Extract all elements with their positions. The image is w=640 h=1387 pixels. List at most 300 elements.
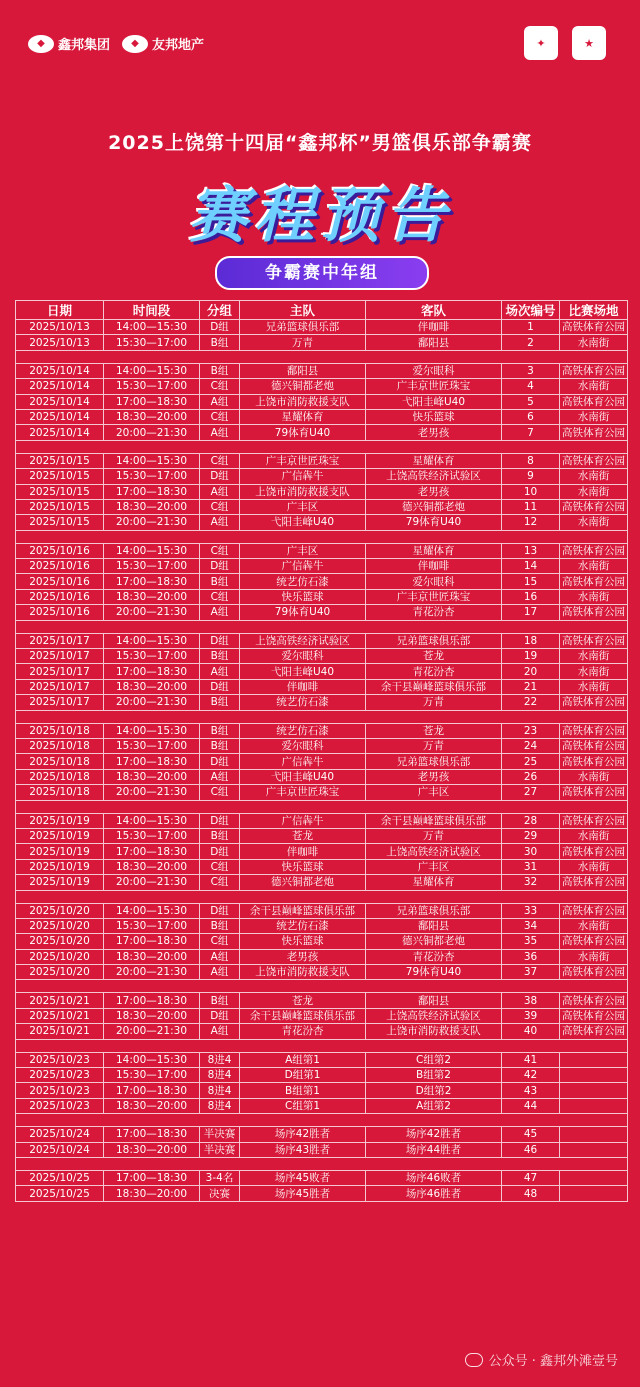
- table-cell: [560, 1098, 628, 1113]
- table-cell: 弋阳圭峰U40: [240, 769, 366, 784]
- table-cell: 18:30—20:00: [104, 1098, 200, 1113]
- table-cell: 20: [502, 664, 560, 679]
- table-cell: A组: [200, 664, 240, 679]
- table-cell: 14: [502, 559, 560, 574]
- table-row: [16, 574, 628, 589]
- table-cell: 17:00—18:30: [104, 394, 200, 409]
- table-cell: 水南街: [560, 918, 628, 933]
- table-cell: D组: [200, 1008, 240, 1023]
- youbang-name: 友邦地产: [152, 38, 205, 53]
- table-cell: 2025/10/19: [16, 813, 104, 828]
- table-cell: D组第1: [240, 1068, 366, 1083]
- table-cell: 2025/10/23: [16, 1083, 104, 1098]
- table-row: [16, 1170, 628, 1185]
- separator-cell: [16, 1157, 628, 1170]
- table-cell: 17: [502, 605, 560, 620]
- date-separator-row: [16, 890, 628, 903]
- table-cell: 2025/10/20: [16, 934, 104, 949]
- table-cell: B组: [200, 828, 240, 843]
- table-cell: 广信犇牛: [240, 559, 366, 574]
- table-cell: 17:00—18:30: [104, 934, 200, 949]
- table-cell: B组: [200, 918, 240, 933]
- table-cell: 快乐篮球: [240, 589, 366, 604]
- table-cell: 2025/10/16: [16, 605, 104, 620]
- table-row: [16, 425, 628, 440]
- table-cell: D组: [200, 754, 240, 769]
- table-cell: 快乐篮球: [366, 409, 502, 424]
- table-cell: 高铁体育公园: [560, 813, 628, 828]
- table-cell: 15:30—17:00: [104, 918, 200, 933]
- table-cell: 高铁体育公园: [560, 695, 628, 710]
- table-cell: 15: [502, 574, 560, 589]
- date-separator-row: [16, 440, 628, 453]
- table-cell: 18:30—20:00: [104, 1142, 200, 1157]
- table-cell: 18:30—20:00: [104, 499, 200, 514]
- table-row: [16, 559, 628, 574]
- table-cell: 高铁体育公园: [560, 394, 628, 409]
- table-cell: 33: [502, 903, 560, 918]
- table-cell: 弋阳圭峰U40: [366, 394, 502, 409]
- table-cell: 2025/10/17: [16, 664, 104, 679]
- table-cell: 统艺仿石漆: [240, 574, 366, 589]
- table-row: [16, 903, 628, 918]
- table-cell: 2025/10/17: [16, 649, 104, 664]
- table-cell: 2025/10/14: [16, 394, 104, 409]
- table-cell: 10: [502, 484, 560, 499]
- table-cell: [560, 1052, 628, 1067]
- table-cell: 余干县巅峰篮球俱乐部: [366, 679, 502, 694]
- table-cell: 17:00—18:30: [104, 574, 200, 589]
- table-row: [16, 1127, 628, 1142]
- table-cell: 伴咖啡: [366, 320, 502, 335]
- table-cell: 青花汾杏: [366, 949, 502, 964]
- column-header: 分组: [200, 301, 240, 320]
- table-cell: 2025/10/14: [16, 363, 104, 378]
- table-cell: A组: [200, 515, 240, 530]
- table-cell: 场序45胜者: [240, 1186, 366, 1201]
- table-cell: 青花汾杏: [366, 664, 502, 679]
- column-header: 日期: [16, 301, 104, 320]
- table-cell: 2025/10/15: [16, 484, 104, 499]
- table-cell: 28: [502, 813, 560, 828]
- schedule-table: [15, 300, 628, 1202]
- table-cell: A组: [200, 484, 240, 499]
- table-cell: 23: [502, 723, 560, 738]
- table-cell: 15:30—17:00: [104, 559, 200, 574]
- table-cell: 弋阳圭峰U40: [240, 515, 366, 530]
- table-cell: 12: [502, 515, 560, 530]
- youbang-realestate-logo: [122, 34, 204, 53]
- table-cell: 广丰区: [240, 543, 366, 558]
- table-cell: B组: [200, 649, 240, 664]
- table-cell: 鄱阳县: [366, 335, 502, 350]
- table-cell: 快乐篮球: [240, 934, 366, 949]
- table-cell: 18:30—20:00: [104, 1186, 200, 1201]
- table-cell: 14:00—15:30: [104, 543, 200, 558]
- table-cell: 22: [502, 695, 560, 710]
- table-cell: 快乐篮球: [240, 859, 366, 874]
- table-cell: 高铁体育公园: [560, 363, 628, 378]
- table-cell: 2025/10/19: [16, 828, 104, 843]
- table-cell: 2025/10/16: [16, 574, 104, 589]
- table-cell: 水南街: [560, 664, 628, 679]
- table-cell: C组第1: [240, 1098, 366, 1113]
- table-row: [16, 379, 628, 394]
- table-cell: 15:30—17:00: [104, 1068, 200, 1083]
- table-cell: 德兴铜都老炮: [240, 379, 366, 394]
- table-row: [16, 320, 628, 335]
- table-row: [16, 1142, 628, 1157]
- table-cell: 30: [502, 844, 560, 859]
- separator-cell: [16, 1114, 628, 1127]
- table-cell: A组: [200, 949, 240, 964]
- table-cell: 18:30—20:00: [104, 1008, 200, 1023]
- table-cell: 79体育U40: [366, 515, 502, 530]
- table-cell: 35: [502, 934, 560, 949]
- table-row: [16, 363, 628, 378]
- footer-text: 公众号 · 鑫邦外滩壹号: [488, 1354, 618, 1369]
- footer: [465, 1350, 618, 1369]
- column-header: 客队: [366, 301, 502, 320]
- table-cell: 广丰区: [366, 785, 502, 800]
- table-cell: A组: [200, 605, 240, 620]
- table-cell: 16: [502, 589, 560, 604]
- table-cell: 高铁体育公园: [560, 605, 628, 620]
- table-cell: 上饶高铁经济试验区: [240, 633, 366, 648]
- table-cell: 19: [502, 649, 560, 664]
- table-cell: C组: [200, 589, 240, 604]
- table-cell: 老男孩: [366, 425, 502, 440]
- table-cell: 高铁体育公园: [560, 723, 628, 738]
- table-cell: 18:30—20:00: [104, 679, 200, 694]
- table-cell: 15:30—17:00: [104, 828, 200, 843]
- table-cell: 统艺仿石漆: [240, 723, 366, 738]
- table-cell: 鄱阳县: [366, 918, 502, 933]
- table-row: [16, 875, 628, 890]
- separator-cell: [16, 710, 628, 723]
- table-cell: A组: [200, 769, 240, 784]
- table-cell: B组: [200, 993, 240, 1008]
- table-cell: 36: [502, 949, 560, 964]
- table-cell: D组: [200, 903, 240, 918]
- table-cell: 高铁体育公园: [560, 1008, 628, 1023]
- table-cell: 40: [502, 1024, 560, 1039]
- table-cell: 21: [502, 679, 560, 694]
- table-cell: 2025/10/19: [16, 859, 104, 874]
- table-row: [16, 649, 628, 664]
- table-cell: 老男孩: [366, 769, 502, 784]
- table-cell: A组第2: [366, 1098, 502, 1113]
- date-separator-row: [16, 980, 628, 993]
- table-cell: 2025/10/15: [16, 453, 104, 468]
- table-cell: 场序42胜者: [240, 1127, 366, 1142]
- table-cell: 5: [502, 394, 560, 409]
- table-cell: 17:00—18:30: [104, 1083, 200, 1098]
- table-cell: 伴咖啡: [240, 679, 366, 694]
- table-cell: 2025/10/25: [16, 1186, 104, 1201]
- separator-cell: [16, 980, 628, 993]
- table-cell: 2025/10/20: [16, 949, 104, 964]
- table-cell: [560, 1186, 628, 1201]
- table-cell: 8: [502, 453, 560, 468]
- table-cell: 14:00—15:30: [104, 453, 200, 468]
- table-cell: 2025/10/18: [16, 754, 104, 769]
- table-cell: 45: [502, 1127, 560, 1142]
- table-cell: 8进4: [200, 1098, 240, 1113]
- table-cell: 13: [502, 543, 560, 558]
- table-cell: 20:00—21:30: [104, 1024, 200, 1039]
- table-cell: [560, 1142, 628, 1157]
- table-cell: 2025/10/18: [16, 769, 104, 784]
- table-cell: 37: [502, 965, 560, 980]
- table-cell: 31: [502, 859, 560, 874]
- table-cell: 2025/10/14: [16, 425, 104, 440]
- separator-cell: [16, 620, 628, 633]
- table-cell: 高铁体育公园: [560, 425, 628, 440]
- table-cell: 广丰区: [240, 499, 366, 514]
- table-row: [16, 918, 628, 933]
- table-cell: B组第2: [366, 1068, 502, 1083]
- table-cell: [560, 1170, 628, 1185]
- table-cell: 2025/10/17: [16, 633, 104, 648]
- table-cell: 15:30—17:00: [104, 335, 200, 350]
- table-cell: 水南街: [560, 335, 628, 350]
- separator-cell: [16, 440, 628, 453]
- table-cell: 广丰京世匠珠宝: [240, 785, 366, 800]
- table-cell: 17:00—18:30: [104, 1127, 200, 1142]
- column-header: 比赛场地: [560, 301, 628, 320]
- table-cell: 20:00—21:30: [104, 695, 200, 710]
- table-cell: 苍龙: [240, 828, 366, 843]
- table-cell: C组: [200, 875, 240, 890]
- table-cell: 水南街: [560, 379, 628, 394]
- table-cell: 14:00—15:30: [104, 903, 200, 918]
- table-cell: 7: [502, 425, 560, 440]
- table-cell: 水南街: [560, 649, 628, 664]
- table-cell: C组: [200, 409, 240, 424]
- table-cell: 鄱阳县: [366, 993, 502, 1008]
- table-cell: 高铁体育公园: [560, 754, 628, 769]
- table-cell: 43: [502, 1083, 560, 1098]
- table-cell: 德兴铜都老炮: [366, 499, 502, 514]
- table-row: [16, 1098, 628, 1113]
- xinbang-logo-icon: ◆: [28, 35, 54, 53]
- table-cell: 42: [502, 1068, 560, 1083]
- table-cell: 15:30—17:00: [104, 649, 200, 664]
- table-cell: 场序42胜者: [366, 1127, 502, 1142]
- table-cell: 79体育U40: [240, 425, 366, 440]
- table-cell: 场序45败者: [240, 1170, 366, 1185]
- table-cell: 万青: [366, 695, 502, 710]
- table-cell: 余干县巅峰篮球俱乐部: [366, 813, 502, 828]
- table-cell: 水南街: [560, 949, 628, 964]
- table-cell: 4: [502, 379, 560, 394]
- table-cell: 兄弟篮球俱乐部: [240, 320, 366, 335]
- table-cell: 2025/10/14: [16, 379, 104, 394]
- table-cell: 星耀体育: [366, 453, 502, 468]
- table-cell: 爱尔眼科: [366, 574, 502, 589]
- table-cell: 2025/10/24: [16, 1127, 104, 1142]
- table-cell: 17:00—18:30: [104, 993, 200, 1008]
- table-row: [16, 453, 628, 468]
- table-row: [16, 1024, 628, 1039]
- table-cell: 3: [502, 363, 560, 378]
- table-row: [16, 934, 628, 949]
- table-cell: 2025/10/25: [16, 1170, 104, 1185]
- table-row: [16, 664, 628, 679]
- table-cell: 20:00—21:30: [104, 965, 200, 980]
- table-cell: 上饶市消防救援支队: [366, 1024, 502, 1039]
- table-cell: 上饶高铁经济试验区: [366, 469, 502, 484]
- table-cell: 高铁体育公园: [560, 738, 628, 753]
- table-cell: 万青: [366, 738, 502, 753]
- table-cell: A组: [200, 425, 240, 440]
- table-row: [16, 499, 628, 514]
- table-cell: A组: [200, 394, 240, 409]
- table-cell: 统艺仿石漆: [240, 918, 366, 933]
- date-separator-row: [16, 710, 628, 723]
- table-cell: 星耀体育: [366, 875, 502, 890]
- column-header: 主队: [240, 301, 366, 320]
- table-cell: 青花汾杏: [366, 605, 502, 620]
- table-cell: 9: [502, 469, 560, 484]
- table-cell: 18:30—20:00: [104, 769, 200, 784]
- table-cell: 2025/10/23: [16, 1068, 104, 1083]
- table-row: [16, 543, 628, 558]
- table-cell: 高铁体育公园: [560, 543, 628, 558]
- table-row: [16, 844, 628, 859]
- table-cell: 2: [502, 335, 560, 350]
- table-cell: 上饶高铁经济试验区: [366, 844, 502, 859]
- table-cell: 20:00—21:30: [104, 515, 200, 530]
- table-cell: 高铁体育公园: [560, 1024, 628, 1039]
- table-cell: 广信犇牛: [240, 469, 366, 484]
- table-cell: 20:00—21:30: [104, 785, 200, 800]
- group-badge: 争霸赛中年组: [215, 256, 429, 290]
- table-cell: 高铁体育公园: [560, 574, 628, 589]
- table-cell: B组: [200, 335, 240, 350]
- lottery-emblem-icon: ★: [572, 26, 606, 60]
- table-cell: A组第1: [240, 1052, 366, 1067]
- table-cell: 8进4: [200, 1068, 240, 1083]
- table-cell: 46: [502, 1142, 560, 1157]
- table-cell: 2025/10/20: [16, 903, 104, 918]
- table-cell: D组: [200, 679, 240, 694]
- table-row: [16, 469, 628, 484]
- date-separator-row: [16, 800, 628, 813]
- table-cell: 水南街: [560, 515, 628, 530]
- table-cell: 2025/10/16: [16, 559, 104, 574]
- date-separator-row: [16, 620, 628, 633]
- table-cell: 半决赛: [200, 1127, 240, 1142]
- table-cell: 15:30—17:00: [104, 469, 200, 484]
- table-cell: D组: [200, 844, 240, 859]
- table-cell: 41: [502, 1052, 560, 1067]
- table-cell: 2025/10/13: [16, 335, 104, 350]
- table-cell: 场序44胜者: [366, 1142, 502, 1157]
- table-cell: 20:00—21:30: [104, 875, 200, 890]
- table-cell: 18:30—20:00: [104, 409, 200, 424]
- table-cell: C组: [200, 453, 240, 468]
- table-cell: 广丰京世匠珠宝: [240, 453, 366, 468]
- table-cell: 39: [502, 1008, 560, 1023]
- table-cell: 29: [502, 828, 560, 843]
- table-cell: 上饶市消防救援支队: [240, 394, 366, 409]
- table-cell: 万青: [240, 335, 366, 350]
- table-cell: 2025/10/21: [16, 1024, 104, 1039]
- table-row: [16, 813, 628, 828]
- table-cell: A组: [200, 965, 240, 980]
- table-cell: 2025/10/16: [16, 589, 104, 604]
- table-cell: 高铁体育公园: [560, 844, 628, 859]
- table-cell: 2025/10/15: [16, 469, 104, 484]
- xinbang-group-name: 鑫邦集团: [58, 38, 111, 53]
- table-cell: 星耀体育: [366, 543, 502, 558]
- table-cell: 高铁体育公园: [560, 934, 628, 949]
- table-cell: 余干县巅峰篮球俱乐部: [240, 1008, 366, 1023]
- separator-cell: [16, 800, 628, 813]
- table-row: [16, 828, 628, 843]
- table-row: [16, 605, 628, 620]
- table-row: [16, 409, 628, 424]
- table-cell: 水南街: [560, 859, 628, 874]
- table-cell: 青花汾杏: [240, 1024, 366, 1039]
- separator-cell: [16, 350, 628, 363]
- table-row: [16, 633, 628, 648]
- table-row: [16, 589, 628, 604]
- table-cell: C组: [200, 499, 240, 514]
- table-cell: 79体育U40: [240, 605, 366, 620]
- table-cell: D组第2: [366, 1083, 502, 1098]
- table-row: [16, 335, 628, 350]
- table-cell: 15:30—17:00: [104, 379, 200, 394]
- table-row: [16, 993, 628, 1008]
- table-cell: 14:00—15:30: [104, 363, 200, 378]
- table-cell: 47: [502, 1170, 560, 1185]
- separator-cell: [16, 890, 628, 903]
- schedule-body: [16, 320, 628, 1202]
- table-cell: 2025/10/18: [16, 738, 104, 753]
- table-cell: 14:00—15:30: [104, 633, 200, 648]
- table-cell: 广信犇牛: [240, 754, 366, 769]
- separator-cell: [16, 530, 628, 543]
- table-header-row: [16, 301, 628, 320]
- table-cell: [560, 1083, 628, 1098]
- xinbang-group-logo: [28, 34, 110, 53]
- table-cell: 32: [502, 875, 560, 890]
- table-cell: 25: [502, 754, 560, 769]
- table-cell: 2025/10/20: [16, 965, 104, 980]
- table-cell: 2025/10/17: [16, 679, 104, 694]
- page-title: 2025上饶第十四届“鑫邦杯”男篮俱乐部争霸赛: [108, 132, 532, 154]
- table-cell: 2025/10/23: [16, 1052, 104, 1067]
- date-separator-row: [16, 1114, 628, 1127]
- table-cell: B组: [200, 738, 240, 753]
- table-cell: 18:30—20:00: [104, 859, 200, 874]
- table-cell: 17:00—18:30: [104, 754, 200, 769]
- table-cell: 2025/10/20: [16, 918, 104, 933]
- table-row: [16, 738, 628, 753]
- table-cell: B组: [200, 574, 240, 589]
- table-cell: 星耀体育: [240, 409, 366, 424]
- date-separator-row: [16, 350, 628, 363]
- table-cell: 2025/10/19: [16, 844, 104, 859]
- table-cell: A组: [200, 1024, 240, 1039]
- table-cell: 17:00—18:30: [104, 844, 200, 859]
- table-cell: 上饶高铁经济试验区: [366, 1008, 502, 1023]
- table-cell: D组: [200, 320, 240, 335]
- table-row: [16, 754, 628, 769]
